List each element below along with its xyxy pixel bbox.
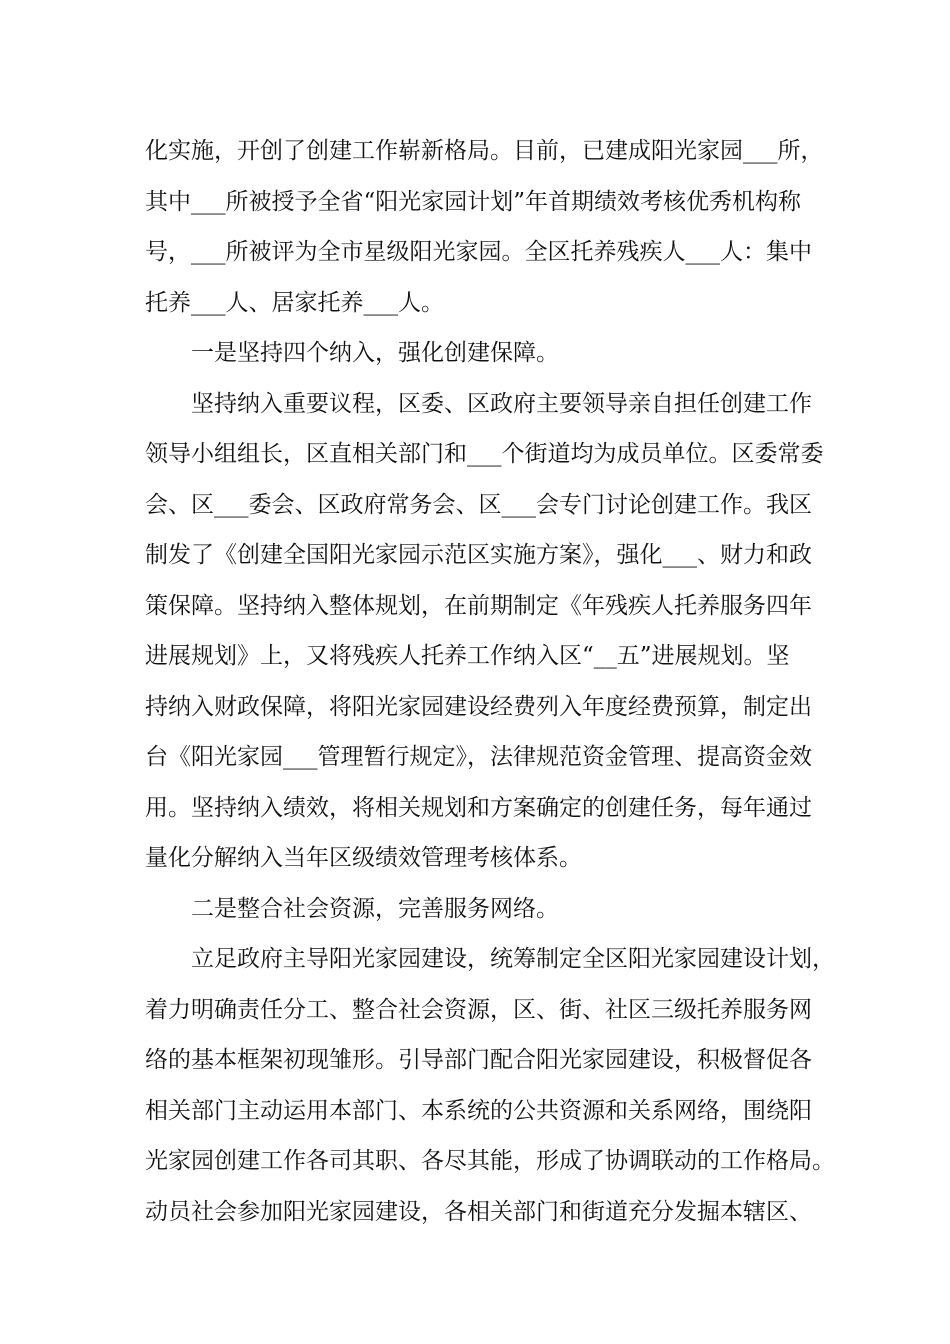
text-line: 号，___所被评为全市星级阳光家园。全区托养残疾人___人：集中	[145, 239, 812, 265]
text-line: 会、区___委会、区政府常务会、区___会专门讨论创建工作。我区	[145, 491, 812, 518]
text-line: 托养___人、居家托养___人。	[145, 289, 444, 316]
text-line: 领导小组组长，区直相关部门和___个街道均为成员单位。区委常委	[145, 441, 824, 467]
text-line: 着力明确责任分工、整合社会资源，区、街、社区三级托养服务网	[145, 996, 812, 1023]
text-line: 立足政府主导阳光家园建设，统筹制定全区阳光家园建设计划，	[145, 946, 835, 972]
text-line: 络的基本框架初现雏形。引导部门配合阳光家园建设，积极督促各	[145, 1047, 812, 1073]
text-line: 光家园创建工作各司其职、各尽其能，形成了协调联动的工作格局。	[145, 1148, 835, 1174]
text-line: 进展规划》上，又将残疾人托养工作纳入区“__五”进展规划。坚	[145, 643, 790, 669]
section-heading: 二是整合社会资源，完善服务网络。	[145, 895, 559, 922]
text-line: 量化分解纳入当年区级绩效管理考核体系。	[145, 845, 582, 871]
text-line: 持纳入财政保障，将阳光家园建设经费列入年度经费预算，制定出	[145, 693, 812, 720]
text-line: 动员社会参加阳光家园建设，各相关部门和街道充分发掘本辖区、	[145, 1198, 812, 1225]
text-line: 其中___所被授予全省“阳光家园计划”年首期绩效考核优秀机构称	[145, 188, 802, 215]
text-line: 制发了《创建全国阳光家园示范区实施方案》，强化___、财力和政	[145, 542, 812, 568]
text-line: 相关部门主动运用本部门、本系统的公共资源和关系网络，围绕阳	[145, 1097, 812, 1124]
body-text	[145, 126, 835, 1237]
text-line: 策保障。坚持纳入整体规划，在前期制定《年残疾人托养服务四年	[145, 592, 812, 619]
text-line: 化实施，开创了创建工作崭新格局。目前，已建成阳光家园___所，	[145, 138, 824, 164]
text-line: 用。坚持纳入绩效，将相关规划和方案确定的创建任务，每年通过	[145, 794, 812, 821]
text-line: 坚持纳入重要议程，区委、区政府主要领导亲自担任创建工作	[145, 390, 812, 417]
text-line: 台《阳光家园___管理暂行规定》，法律规范资金管理、提高资金效	[145, 744, 812, 770]
section-heading: 一是坚持四个纳入，强化创建保障。	[145, 340, 559, 366]
